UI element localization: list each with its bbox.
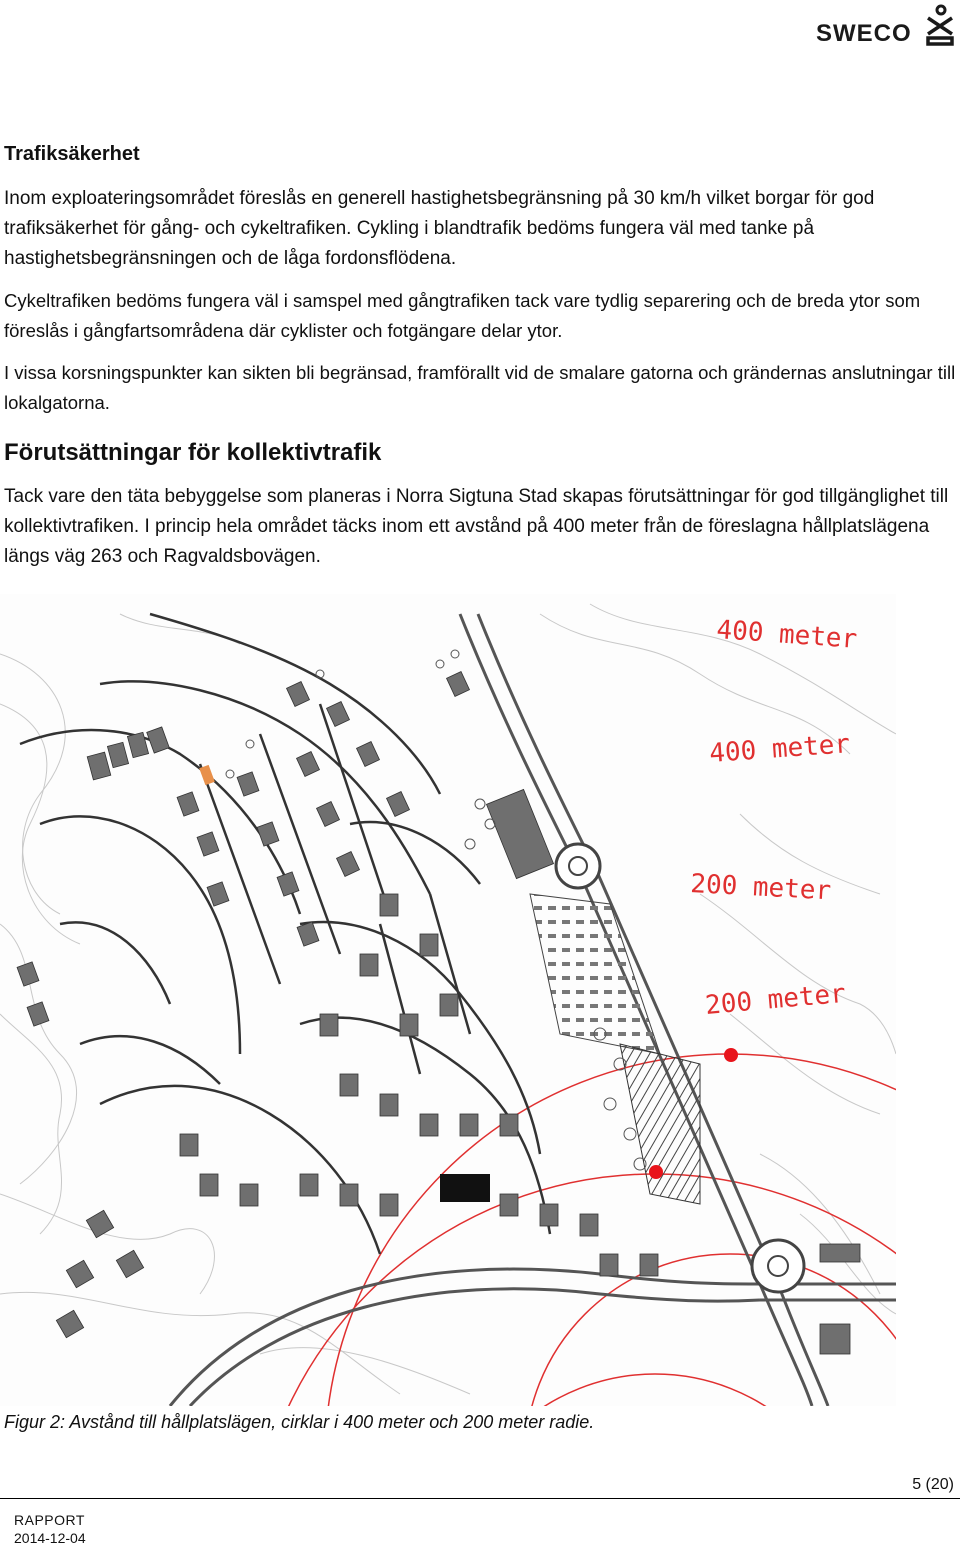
bus-stop-marker [724, 1048, 738, 1062]
sweco-person-mark-icon [924, 4, 956, 46]
site-plan-map [0, 594, 896, 1406]
footer-divider [0, 1498, 960, 1499]
radius-label-200-lower: 200 meter [703, 978, 847, 1021]
section-title-trafiksakerhet: Trafiksäkerhet [4, 143, 140, 165]
section-title-kollektivtrafik: Förutsättningar för kollektivtrafik [4, 439, 382, 466]
map-drawing [0, 594, 896, 1406]
footer-report-label: RAPPORT [14, 1512, 85, 1528]
radius-label-400: 400 meter [708, 729, 852, 769]
figure-caption: Figur 2: Avstånd till hållplatslägen, cirklar i 400 meter och 200 meter radie. [4, 1412, 595, 1432]
radius-label-400-top: 400 meter [715, 615, 859, 655]
radius-label-200-upper: 200 meter [689, 869, 832, 907]
radius-circles [250, 1054, 896, 1406]
logo-text: SWECO [816, 20, 912, 47]
paragraph-2: Cykeltrafiken bedöms fungera väl i samspel med gångtrafiken tack vare tydlig separering och de breda ytor som föreslås i gångfartsområdena där cyklister och fotgängare delar ytor. [4, 290, 921, 341]
paragraph-3: I vissa korsningspunkter kan sikten bli begränsad, framförallt vid de smalare gatorna och grändernas anslutningar till lokalgatorna. [4, 362, 956, 413]
local-streets [20, 614, 550, 1254]
parking-areas [440, 894, 700, 1204]
paragraph-4: Tack vare den täta bebyggelse som planeras i Norra Sigtuna Stad skapas förutsättningar för god tillgänglighet till kollektivtrafiken. I princip hela området täcks inom ett avstånd på 400 meter från de föreslagna hållplatslägena längs väg 263 och Ragvaldsbovägen. [4, 486, 949, 567]
page-number: 5 (20) [912, 1476, 954, 1493]
orange-marker [199, 765, 215, 785]
bus-stop-marker [649, 1165, 663, 1179]
footer-date: 2014-12-04 [14, 1530, 86, 1546]
document-body [4, 140, 956, 572]
paragraph-1: Inom exploateringsområdet föreslås en generell hastighetsbegränsning på 30 km/h vilket borgar för god trafiksäkerhet för gång- och cykeltrafiken. Cykling i blandtrafik bedöms fungera väl med tanke på hastighetsbegränsningen och de låga fordonsflödena. [4, 188, 875, 269]
sweco-logo [816, 4, 956, 48]
